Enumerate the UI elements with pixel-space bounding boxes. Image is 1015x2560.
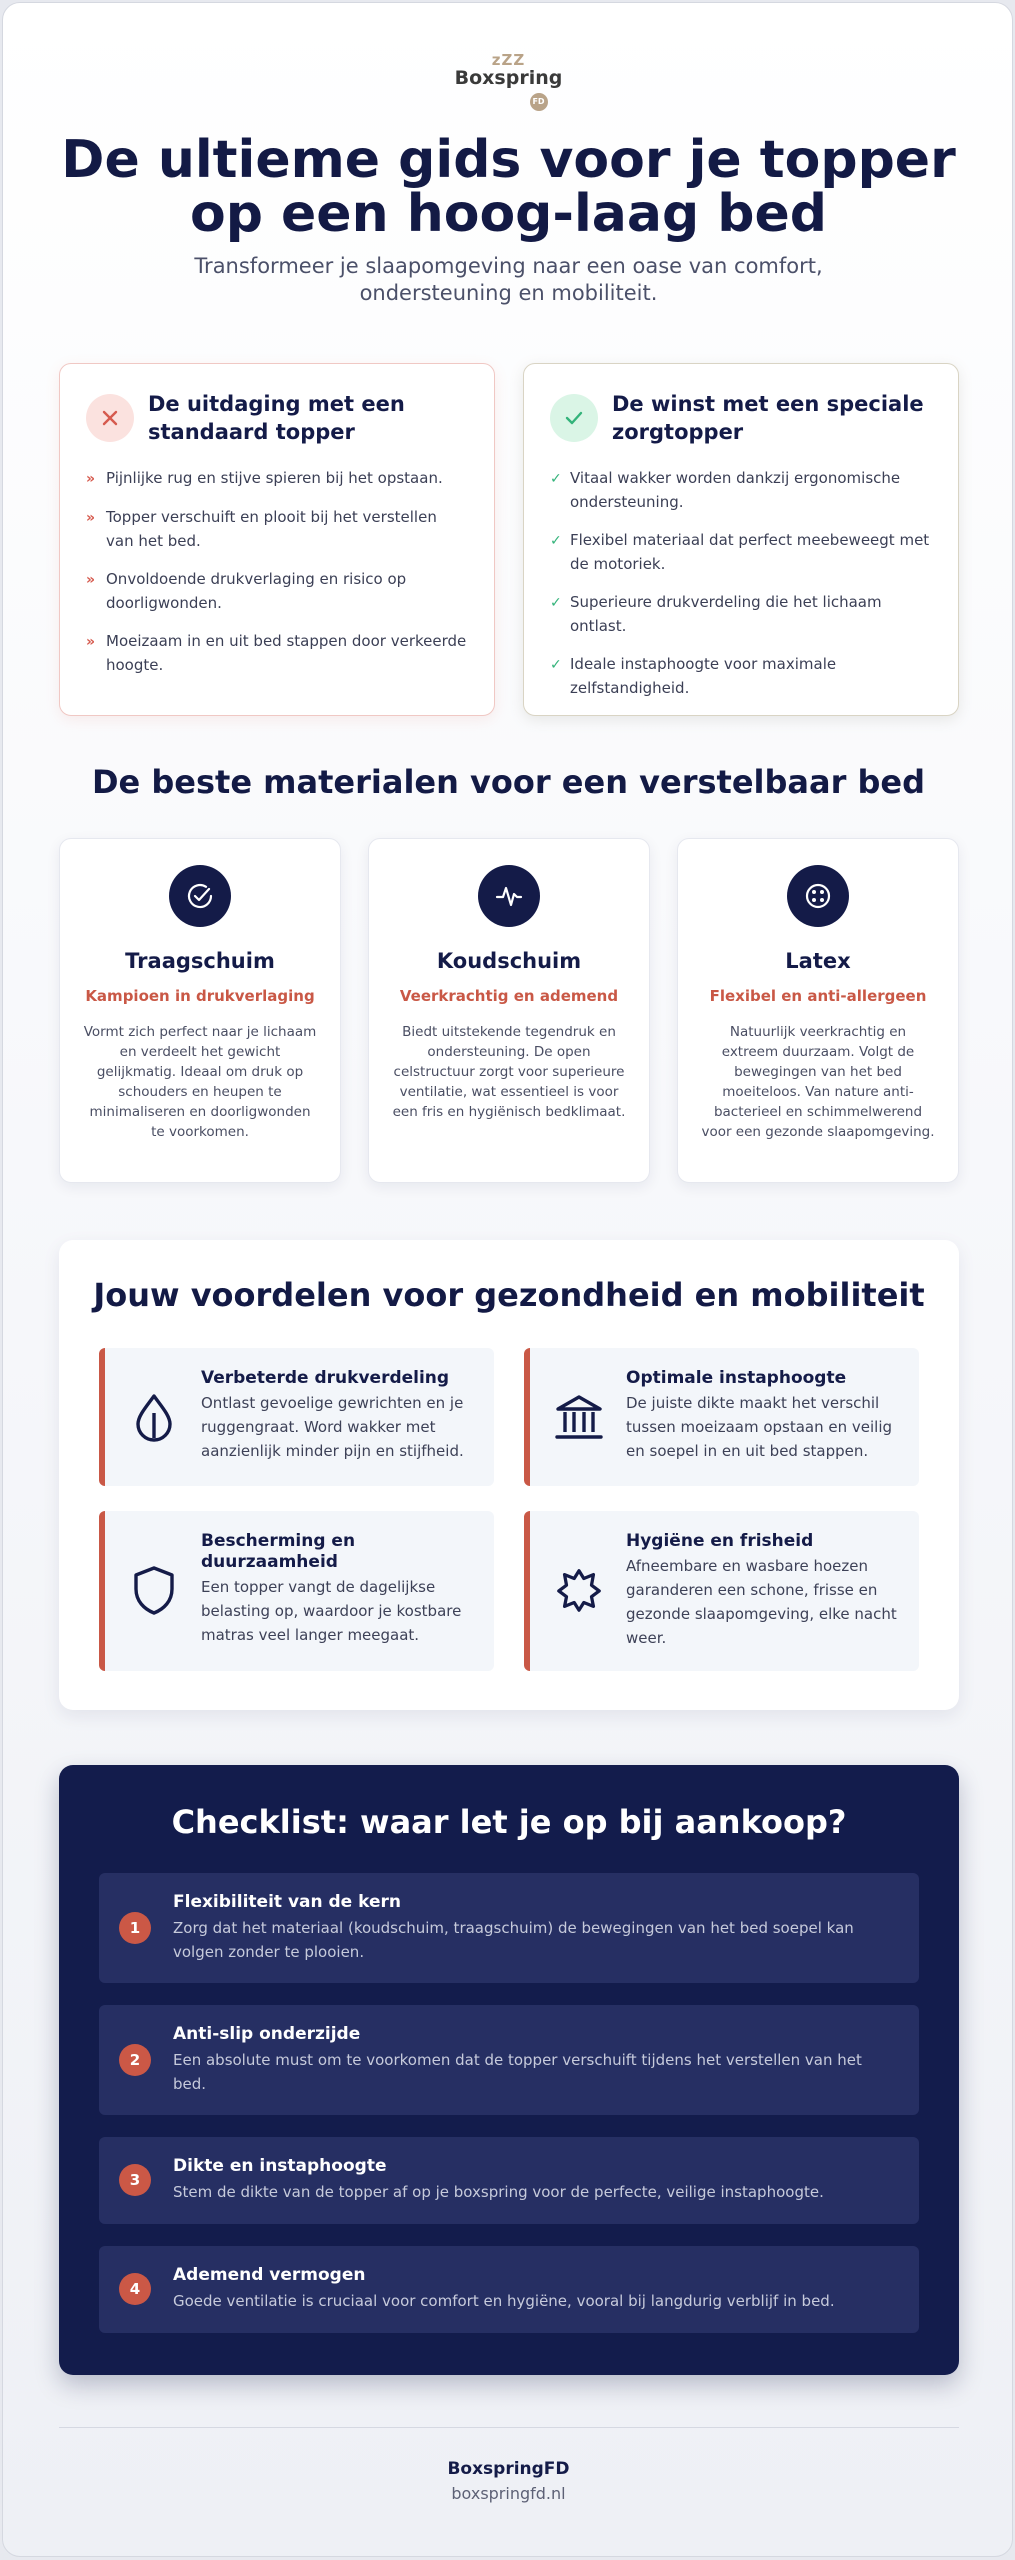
material-name: Traagschuim [125,949,275,973]
check-icon: ✓ [550,533,562,549]
materials-heading: De beste materialen voor een verstelbaar bed [91,763,926,801]
checklist-panel [59,1765,959,2375]
benefit-item [524,1348,919,1486]
benefit-item [99,1511,494,1671]
list-item: ✓ Vitaal wakker worden dankzij ergonomische ondersteuning. [550,466,932,514]
checklist-item-title: Flexibiliteit van de kern [173,1892,401,1912]
material-description: Biedt uitstekende tegendruk en ondersteuning. De open celstructuur zorgt voor superieure ventilatie, wat essentieel is voor een fris en hygiënisch bedklimaat. [392,1024,626,1120]
close-icon [86,394,134,442]
chevron-right-icon: » [86,634,96,650]
benefits-heading: Jouw voordelen voor gezondheid en mobiliteit [93,1276,925,1314]
material-description: Vormt zich perfect naar je lichaam en verdeelt het gewicht gelijkmatig. Ideaal om druk op schouders en heupen te minimaliseren en doorligwonden te voorkomen. [83,1024,317,1140]
footer-url-link[interactable]: boxspringfd.nl [451,2484,566,2503]
checklist-item-text: Een absolute must om te voorkomen dat de topper verschuift tijdens het verstellen van het bed. [173,2051,862,2093]
checklist-item-title: Ademend vermogen [173,2265,366,2285]
list-item: ✓ Superieure drukverdeling die het lichaam ontlast. [550,590,932,638]
spiky-shape-icon [554,1565,604,1615]
checklist-item [99,2005,919,2115]
material-tagline: Veerkrachtig en ademend [399,987,619,1005]
benefit-title: Verbeterde drukverdeling [201,1368,450,1388]
chevron-right-icon: » [86,471,96,487]
check-icon [550,394,598,442]
chevron-right-icon: » [86,510,96,526]
benefit-text: Ontlast gevoelige gewrichten en je ruggengraat. Word wakker met aanzienlijk minder pijn en stijfheid. [201,1394,464,1460]
benefit-title: Hygiëne en frisheid [626,1531,814,1551]
chevron-right-icon: » [86,572,96,588]
check-icon: ✓ [550,595,562,611]
checklist-item-title: Dikte en instaphoogte [173,2156,387,2176]
logo-zzz: zZZ [491,51,526,69]
footer-divider [59,2427,959,2428]
step-number: 3 [119,2164,151,2196]
list-item: » Topper verschuift en plooit bij het verstellen van het bed. [86,505,468,553]
list-item: » Onvoldoende drukverlaging en risico op doorligwonden. [86,567,468,615]
material-card-traagschuim [59,838,341,1183]
benefit-item [99,1348,494,1486]
footer-brand: BoxspringFD [447,2459,570,2479]
material-card-latex [677,838,959,1183]
shield-icon [129,1565,179,1615]
material-card-koudschuim [368,838,650,1183]
step-number: 4 [119,2273,151,2305]
checklist-heading: Checklist: waar let je op bij aankoop? [171,1803,847,1841]
gain-card [523,363,959,716]
check-badge-icon [169,865,231,927]
benefit-text: De juiste dikte maakt het verschil tussen moeizaam opstaan en veilig en soepel in en uit bed stappen. [626,1394,893,1460]
infographic-page [2,2,1013,2557]
step-number: 2 [119,2044,151,2076]
challenge-title: De uitdaging met een standaard topper [148,392,405,444]
material-tagline: Flexibel en anti-allergeen [709,987,927,1005]
page-title: De ultieme gids voor je topper op een hoog-laag bed [61,130,956,244]
logo-badge: FD [530,93,548,111]
material-name: Latex [785,949,851,973]
checklist-item-title: Anti-slip onderzijde [173,2024,361,2044]
page-subtitle: Transformeer je slaapomgeving naar een oase van comfort, ondersteuning en mobiliteit. [194,254,823,305]
benefit-text: Een topper vangt de dagelijkse belasting op, waardoor je kostbare matras veel langer meegaat. [201,1578,462,1644]
checklist-item-text: Zorg dat het materiaal (koudschuim, traagschuim) de bewegingen van het bed soepel kan volgen zonder te plooien. [173,1919,854,1961]
checklist-item [99,1873,919,1983]
benefits-panel [59,1240,959,1710]
list-item: » Moeizaam in en uit bed stappen door verkeerde hoogte. [86,629,468,677]
check-icon: ✓ [550,657,562,673]
list-item: ✓ Flexibel materiaal dat perfect meebeweegt met de motoriek. [550,528,932,576]
columns-icon [554,1392,604,1442]
list-item: » Pijnlijke rug en stijve spieren bij het opstaan. [86,466,468,491]
list-item: ✓ Ideale instaphoogte voor maximale zelfstandigheid. [550,652,932,700]
check-icon: ✓ [550,471,562,487]
material-name: Koudschuim [436,949,582,973]
brand-logo[interactable] [3,53,1013,111]
benefit-text: Afneembare en wasbare hoezen garanderen een schone, frisse en gezonde slaapomgeving, elke nacht weer. [626,1557,897,1647]
checklist-item [99,2137,919,2224]
gain-title: De winst met een speciale zorgtopper [612,392,924,444]
material-tagline: Kampioen in drukverlaging [85,987,315,1005]
challenge-card [59,363,495,716]
benefit-item [524,1511,919,1671]
drop-icon [129,1392,179,1442]
material-description: Natuurlijk veerkrachtig en extreem duurzaam. Volgt de bewegingen van het bed moeiteloos. Van nature anti-bacterieel en schimmelwerend voor een gezonde slaapomgeving. [701,1024,935,1140]
step-number: 1 [119,1912,151,1944]
checklist-item-text: Stem de dikte van de topper af op je boxspring voor de perfecte, veilige instaphoogte. [173,2183,824,2201]
pulse-icon [478,865,540,927]
benefit-title: Optimale instaphoogte [626,1368,847,1388]
latex-cells-icon [787,865,849,927]
logo-text: Boxspring [454,67,563,89]
checklist-item [99,2246,919,2333]
checklist-item-text: Goede ventilatie is cruciaal voor comfort en hygiëne, vooral bij langdurig verblijf in bed. [173,2292,835,2310]
benefit-title: Bescherming en duurzaamheid [201,1531,356,1572]
